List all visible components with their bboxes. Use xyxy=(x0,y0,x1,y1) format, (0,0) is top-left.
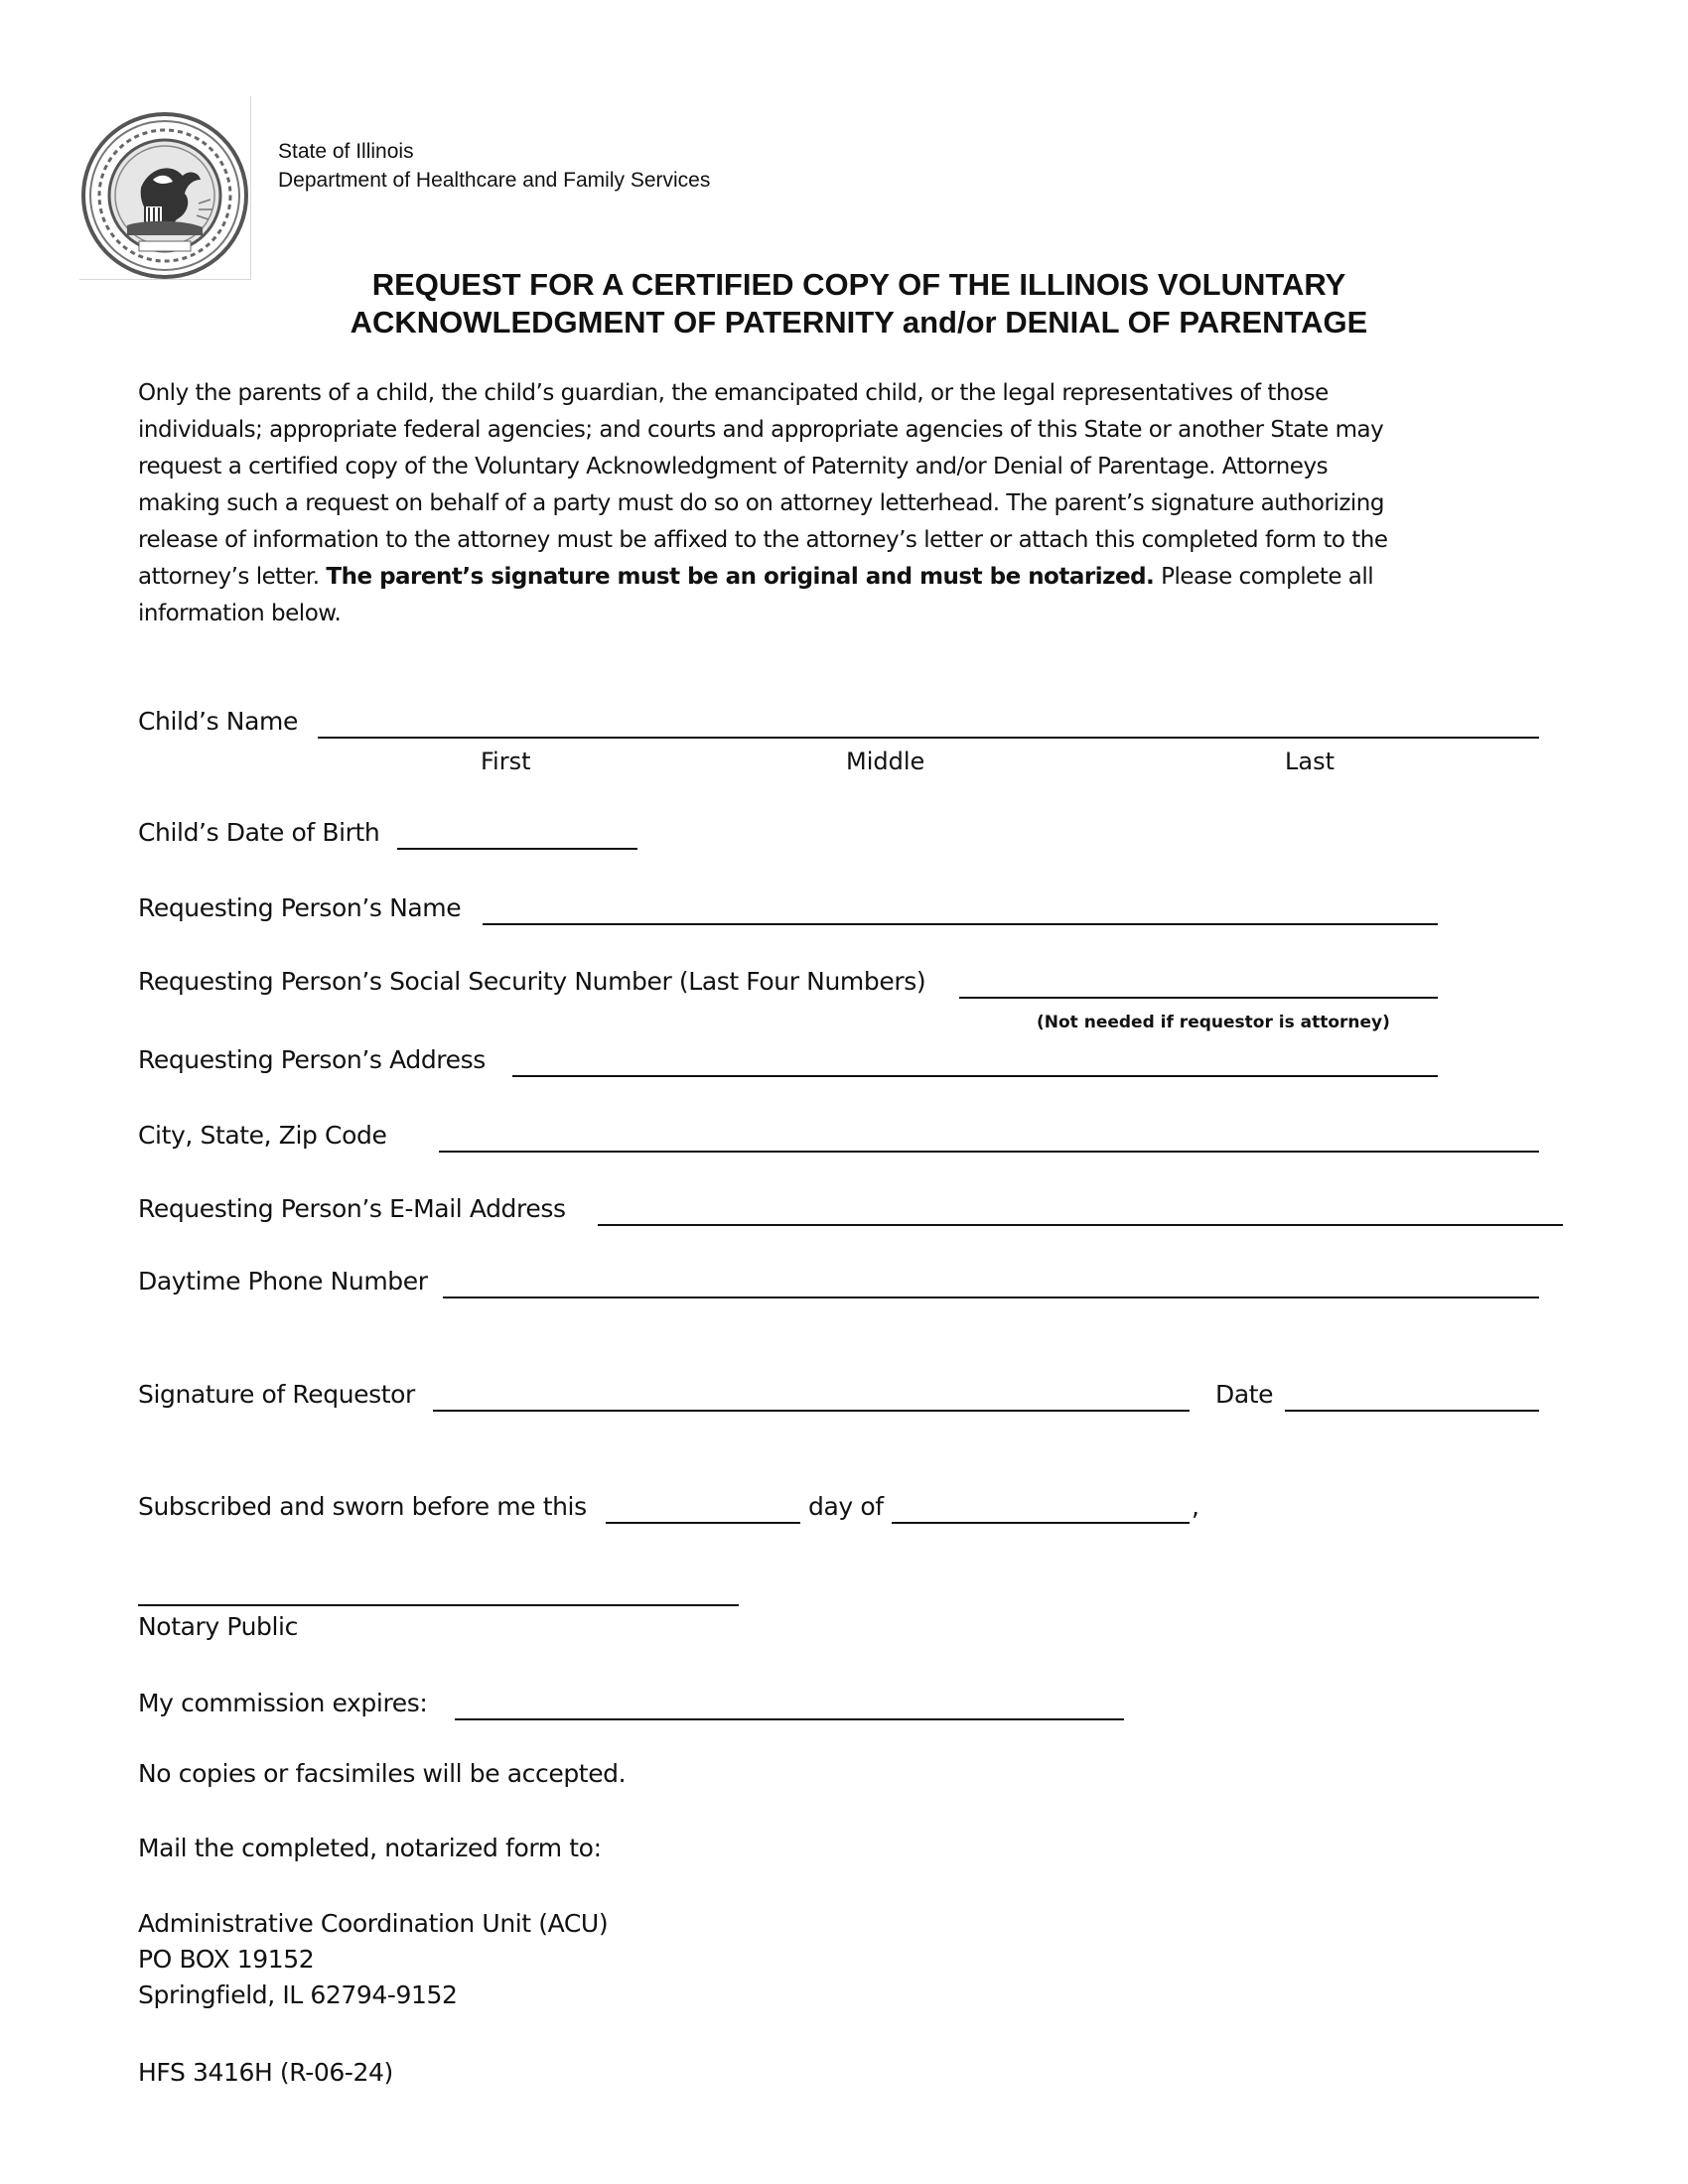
requestor-address-field[interactable] xyxy=(512,1075,1438,1077)
intro-line xyxy=(138,559,1548,596)
child-name-field[interactable] xyxy=(318,737,1539,739)
intro-line: release of information to the attorney must be affixed to the attorney’s letter or attach this completed form to the xyxy=(138,527,1388,553)
phone-label: Daytime Phone Number xyxy=(138,1267,428,1296)
commission-label: My commission expires: xyxy=(138,1689,428,1717)
intro-line: request a certified copy of the Voluntary Acknowledgment of Paternity and/or Denial of Parentage. Attorneys xyxy=(138,454,1329,479)
notary-public-label: Notary Public xyxy=(138,1612,298,1641)
title-line-2: ACKNOWLEDGMENT OF PATERNITY and/or DENIAL OF PARENTAGE xyxy=(350,305,1368,340)
date-field[interactable] xyxy=(1285,1410,1539,1412)
intro-text: Please complete all xyxy=(1154,564,1374,590)
intro-line: individuals; appropriate federal agencies; and courts and appropriate agencies of this State or another State may xyxy=(138,417,1384,443)
mail-address-line-3: Springfield, IL 62794-9152 xyxy=(138,1980,458,2009)
city-state-zip-field[interactable] xyxy=(439,1151,1539,1153)
form-number: HFS 3416H (R-06-24) xyxy=(138,2058,393,2087)
agency-block xyxy=(278,137,710,195)
child-dob-field[interactable] xyxy=(397,848,637,850)
child-name-label: Child’s Name xyxy=(138,707,298,736)
mail-address-line-2: PO BOX 19152 xyxy=(138,1945,315,1974)
page-title xyxy=(0,266,1688,341)
requestor-ssn-label: Requesting Person’s Social Security Number (Last Four Numbers) xyxy=(138,967,926,996)
city-state-zip-label: City, State, Zip Code xyxy=(138,1121,387,1150)
phone-field[interactable] xyxy=(443,1297,1539,1298)
intro-text: attorney’s letter. xyxy=(138,564,327,590)
requestor-address-label: Requesting Person’s Address xyxy=(138,1045,486,1074)
seal-icon xyxy=(79,96,250,279)
sworn-comma: , xyxy=(1192,1492,1199,1521)
email-field[interactable] xyxy=(598,1224,1563,1226)
intro-line: information below. xyxy=(138,601,342,626)
signature-field[interactable] xyxy=(433,1410,1190,1412)
mail-address-line-1: Administrative Coordination Unit (ACU) xyxy=(138,1909,609,1938)
signature-label: Signature of Requestor xyxy=(138,1380,415,1409)
title-line-1: REQUEST FOR A CERTIFIED COPY OF THE ILLINOIS VOLUNTARY xyxy=(371,267,1346,302)
department-name: Department of Healthcare and Family Services xyxy=(278,169,711,192)
child-name-middle-caption: Middle xyxy=(846,748,925,775)
child-name-last-caption: Last xyxy=(1285,748,1335,775)
notarization-requirement: The parent’s signature must be an original and must be notarized. xyxy=(326,564,1155,590)
intro-paragraph xyxy=(138,375,1548,632)
notary-signature-field[interactable] xyxy=(138,1604,739,1606)
no-copies-notice: No copies or facsimiles will be accepted. xyxy=(138,1759,627,1788)
child-name-first-caption: First xyxy=(481,748,531,775)
state-name: State of Illinois xyxy=(278,140,414,163)
sworn-month-field[interactable] xyxy=(892,1522,1190,1524)
state-seal xyxy=(79,96,251,280)
commission-field[interactable] xyxy=(455,1718,1124,1720)
requestor-ssn-field[interactable] xyxy=(959,997,1438,999)
sworn-day-field[interactable] xyxy=(606,1522,800,1524)
intro-line: making such a request on behalf of a party must do so on attorney letterhead. The parent’s signature authorizing xyxy=(138,490,1384,516)
requestor-name-label: Requesting Person’s Name xyxy=(138,893,462,922)
date-label: Date xyxy=(1215,1380,1274,1409)
ssn-note: (Not needed if requestor is attorney) xyxy=(1037,1013,1390,1032)
requestor-name-field[interactable] xyxy=(483,923,1438,925)
sworn-day-of-label: day of xyxy=(808,1492,884,1521)
child-dob-label: Child’s Date of Birth xyxy=(138,818,380,847)
mail-to-instruction: Mail the completed, notarized form to: xyxy=(138,1834,602,1862)
email-label: Requesting Person’s E-Mail Address xyxy=(138,1194,566,1223)
sworn-label: Subscribed and sworn before me this xyxy=(138,1492,587,1521)
intro-line: Only the parents of a child, the child’s guardian, the emancipated child, or the legal representatives of those xyxy=(138,380,1329,406)
